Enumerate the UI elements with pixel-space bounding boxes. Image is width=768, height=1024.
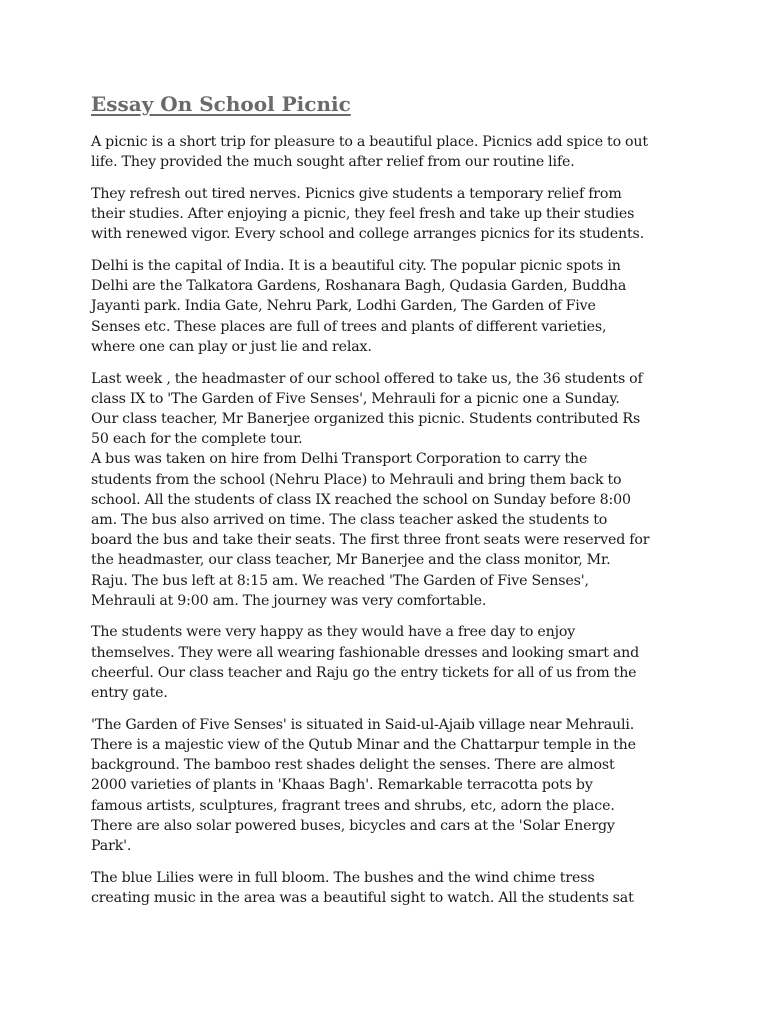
text-line: Last week , the headmaster of our school offered to take us, the 36 students of (91, 370, 643, 387)
paragraph (91, 622, 681, 703)
text-line: with renewed vigor. Every school and college arranges picnics for its students. (91, 226, 645, 243)
paragraph (91, 256, 681, 357)
text-line: There are also solar powered buses, bicycles and cars at the 'Solar Energy (91, 817, 615, 834)
text-line: Raju. The bus left at 8:15 am. We reached 'The Garden of Five Senses', (91, 572, 589, 589)
text-line: The students were very happy as they would have a free day to enjoy (91, 624, 576, 641)
text-line: 'The Garden of Five Senses' is situated in Said-ul-Ajaib village near Mehrauli. (91, 716, 635, 733)
text-line: A bus was taken on hire from Delhi Transport Corporation to carry the (91, 451, 588, 468)
text-line: Jayanti park. India Gate, Nehru Park, Lodhi Garden, The Garden of Five (91, 298, 596, 315)
text-line: Our class teacher, Mr Banerjee organized this picnic. Students contributed Rs (91, 410, 641, 427)
document-content (91, 90, 681, 920)
paragraph (91, 369, 681, 611)
text-line: background. The bamboo rest shades delight the senses. There are almost (91, 757, 615, 774)
text-line: their studies. After enjoying a picnic, they feel fresh and take up their studies (91, 206, 635, 223)
paragraph (91, 184, 681, 245)
paragraph (91, 868, 681, 908)
text-line: the headmaster, our class teacher, Mr Banerjee and the class monitor, Mr. (91, 552, 611, 569)
text-line: Delhi are the Talkatora Gardens, Roshanara Bagh, Qudasia Garden, Buddha (91, 278, 627, 295)
text-line: Delhi is the capital of India. It is a beautiful city. The popular picnic spots in (91, 258, 621, 275)
text-line: The blue Lilies were in full bloom. The bushes and the wind chime tress (91, 869, 595, 886)
text-line: life. They provided the much sought after relief from our routine life. (91, 154, 575, 171)
text-line: famous artists, sculptures, fragrant trees and shrubs, etc, adorn the place. (91, 797, 615, 814)
text-line: board the bus and take their seats. The first three front seats were reserved for (91, 532, 650, 549)
text-line: am. The bus also arrived on time. The class teacher asked the students to (91, 511, 608, 528)
text-line: 2000 varieties of plants in 'Khaas Bagh'. Remarkable terracotta pots by (91, 777, 593, 794)
text-line: Senses etc. These places are full of trees and plants of different varieties, (91, 318, 607, 335)
text-line: creating music in the area was a beautiful sight to watch. All the students sat (91, 889, 634, 906)
text-line: class IX to 'The Garden of Five Senses', Mehrauli for a picnic one a Sunday. (91, 390, 620, 407)
text-line: There is a majestic view of the Qutub Minar and the Chattarpur temple in the (91, 736, 636, 753)
text-line: school. All the students of class IX reached the school on Sunday before 8:00 (91, 491, 631, 508)
text-line: entry gate. (91, 685, 168, 702)
text-line: themselves. They were all wearing fashionable dresses and looking smart and (91, 644, 640, 661)
text-line: 50 each for the complete tour. (91, 431, 303, 448)
paragraph (91, 132, 681, 172)
text-line: A picnic is a short trip for pleasure to a beautiful place. Picnics add spice to out (91, 134, 648, 150)
text-line: cheerful. Our class teacher and Raju go the entry tickets for all of us from the (91, 664, 637, 681)
text-line: where one can play or just lie and relax. (91, 338, 372, 355)
text-line: Mehrauli at 9:00 am. The journey was very comfortable. (91, 592, 487, 609)
essay-title: Essay On School Picnic (91, 92, 351, 116)
text-line: students from the school (Nehru Place) to Mehrauli and bring them back to (91, 471, 622, 488)
text-line: They refresh out tired nerves. Picnics give students a temporary relief from (91, 185, 622, 202)
paragraph (91, 715, 681, 856)
text-line: Park'. (91, 838, 132, 854)
essay-body (91, 132, 681, 908)
